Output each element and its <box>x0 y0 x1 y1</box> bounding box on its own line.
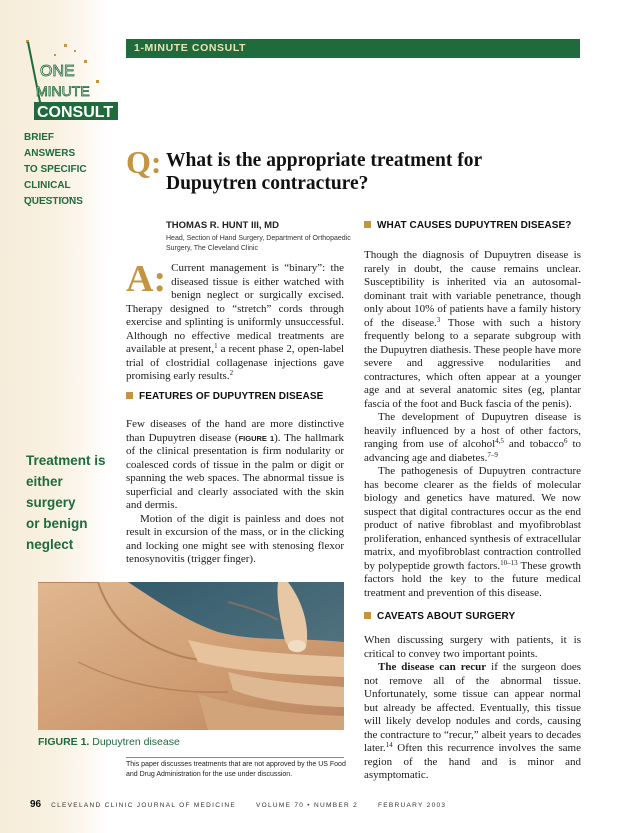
causes-paragraph-2: The development of Dupuytren disease is heavily influenced by a host of other factors, ranging from use of alcohol$^{4,5}$ and tobacco$^6$ to advancing age and diabetes.$^{7-9}$ <box>364 411 581 464</box>
features-body: Few diseases of the hand are more distinctive than Dupuytren disease (FIGURE 1). The hallmark of the clinical presentation is firm nodularity or coalesced cords of tissue in the palm or digit or spanning the web spaces. The abnormal tissue is superficial and clearly associated with the skin and dermis. Motion of the digit is painless and does not result in excursion of the mass, or in the clicking and locking one might see with stenosing flexor tenosynovitis (trigger finger). <box>126 418 344 565</box>
author-affiliation: Head, Section of Hand Surgery, Department of Orthopaedic Surgery, The Cleveland Clinic <box>166 235 351 252</box>
logo-line-one: ONE <box>40 63 75 80</box>
heading-features: FEATURES OF DUPUYTREN DISEASE <box>126 391 323 402</box>
features-paragraph-2: Motion of the digit is painless and does not result in excursion of the mass, or in the clicking and locking one might see with stenosing flexor tenosynovitis (trigger finger). <box>126 512 344 565</box>
brief-answers-label <box>24 130 104 210</box>
pull-quote-line: neglect <box>26 537 74 552</box>
pull-quote-line: Treatment is <box>26 453 106 468</box>
causes-paragraph-3: The pathogenesis of Dupuytren contracture has become clearer as the fields of molecular biology and genetics have matured. We now suspect that digital contractures occur as the end product of native fibroblast and myofibroblast proliferation, enhanced synthesis of extracellular matrix, and myofibroblast contraction controlled by polypeptide growth factors.$^{10-13}$ These growth factors hold the key to the future medical treatment and prevention of this disease. <box>364 465 582 599</box>
heading-causes: WHAT CAUSES DUPUYTREN DISEASE? <box>364 220 572 231</box>
figure-reference: FIGURE 1 <box>238 433 275 443</box>
question-marker: Q: <box>126 144 162 180</box>
brief-line: BRIEF ANSWERS <box>24 132 76 159</box>
brief-line: TO SPECIFIC <box>24 164 87 175</box>
section-label: 1-MINUTE CONSULT <box>134 42 247 54</box>
heading-caveats: CAVEATS ABOUT SURGERY <box>364 611 515 622</box>
fda-footnote: This paper discusses treatments that are not approved by the US Food and Drug Administration for the use under discussion. <box>126 761 346 778</box>
logo-line-consult: CONSULT <box>37 104 114 121</box>
figure-photo-hand <box>38 582 344 730</box>
answer-paragraph: A: Current management is “binary”: the diseased tissue is either watched with benign neglect or surgically excised. Therapy designed to “stretch” cords through exercise and splinting is uniformly unsuccessful. Although no effective medical treatments are available at present,$^1$ a recent phase 2, open-label trial of clostridial collagenase injections gave promising early results.$^2$ <box>126 258 345 382</box>
page-number: 96 <box>30 799 42 810</box>
section-banner <box>126 39 580 58</box>
caveats-paragraph-1: When discussing surgery with patients, it is critical to convey two important points. <box>364 634 581 660</box>
logo-line-minute: MINUTE <box>36 83 90 99</box>
question-title: What is the appropriate treatment for Dupuytren contracture? <box>166 150 482 194</box>
causes-body <box>364 249 581 600</box>
caveats-paragraph-2: The disease can recur if the surgeon does not remove all of the abnormal tissue. Unfortunately, some tissue can appear normal but already be affected. Eventually, this tissue will likely develop nodules and cords, causing the contracture to “recur,” albeit years to decades later.$^{14}$ Often this recurrence involves the same region of the hand and is minor and asymptomatic. <box>364 661 581 781</box>
figure-caption <box>38 736 180 748</box>
pull-quote <box>26 450 116 555</box>
brief-line: QUESTIONS <box>24 196 83 207</box>
one-minute-consult-logo <box>24 40 120 122</box>
caveats-body <box>364 634 581 783</box>
page-footer <box>30 799 446 810</box>
pull-quote-line: either surgery <box>26 474 76 510</box>
author-name: THOMAS R. HUNT III, MD <box>166 220 279 231</box>
dotted-divider <box>24 197 80 198</box>
figure-caption-text: Dupuytren disease <box>89 736 180 748</box>
pull-quote-line: or benign <box>26 516 88 531</box>
answer-marker: A: <box>126 258 167 300</box>
footnote-rule <box>126 757 344 758</box>
issue-date: FEBRUARY 2003 <box>377 802 447 809</box>
causes-paragraph-1: Though the diagnosis of Dupuytren disease is rarely in doubt, the cause remains unclear. Susceptibility is inherited via an autosomal-dominant trait with variable penetrance, though only about 10% of patients have a family history of the disease.$^3$ Those with such a history frequently belong to a separate subgroup with the Dupuytren diathesis. These people have more severe and aggressive nodularities and contractures, which often appear at a younger age and at several anatomic sites (eg, plantar fascia of the foot and Buck fascia of the penis). <box>364 249 581 410</box>
brief-line: CLINICAL <box>24 180 71 191</box>
figure-label: FIGURE 1. <box>38 736 90 748</box>
journal-name: CLEVELAND CLINIC JOURNAL OF MEDICINE <box>51 802 237 809</box>
volume-info: VOLUME 70 • NUMBER 2 <box>256 802 358 809</box>
